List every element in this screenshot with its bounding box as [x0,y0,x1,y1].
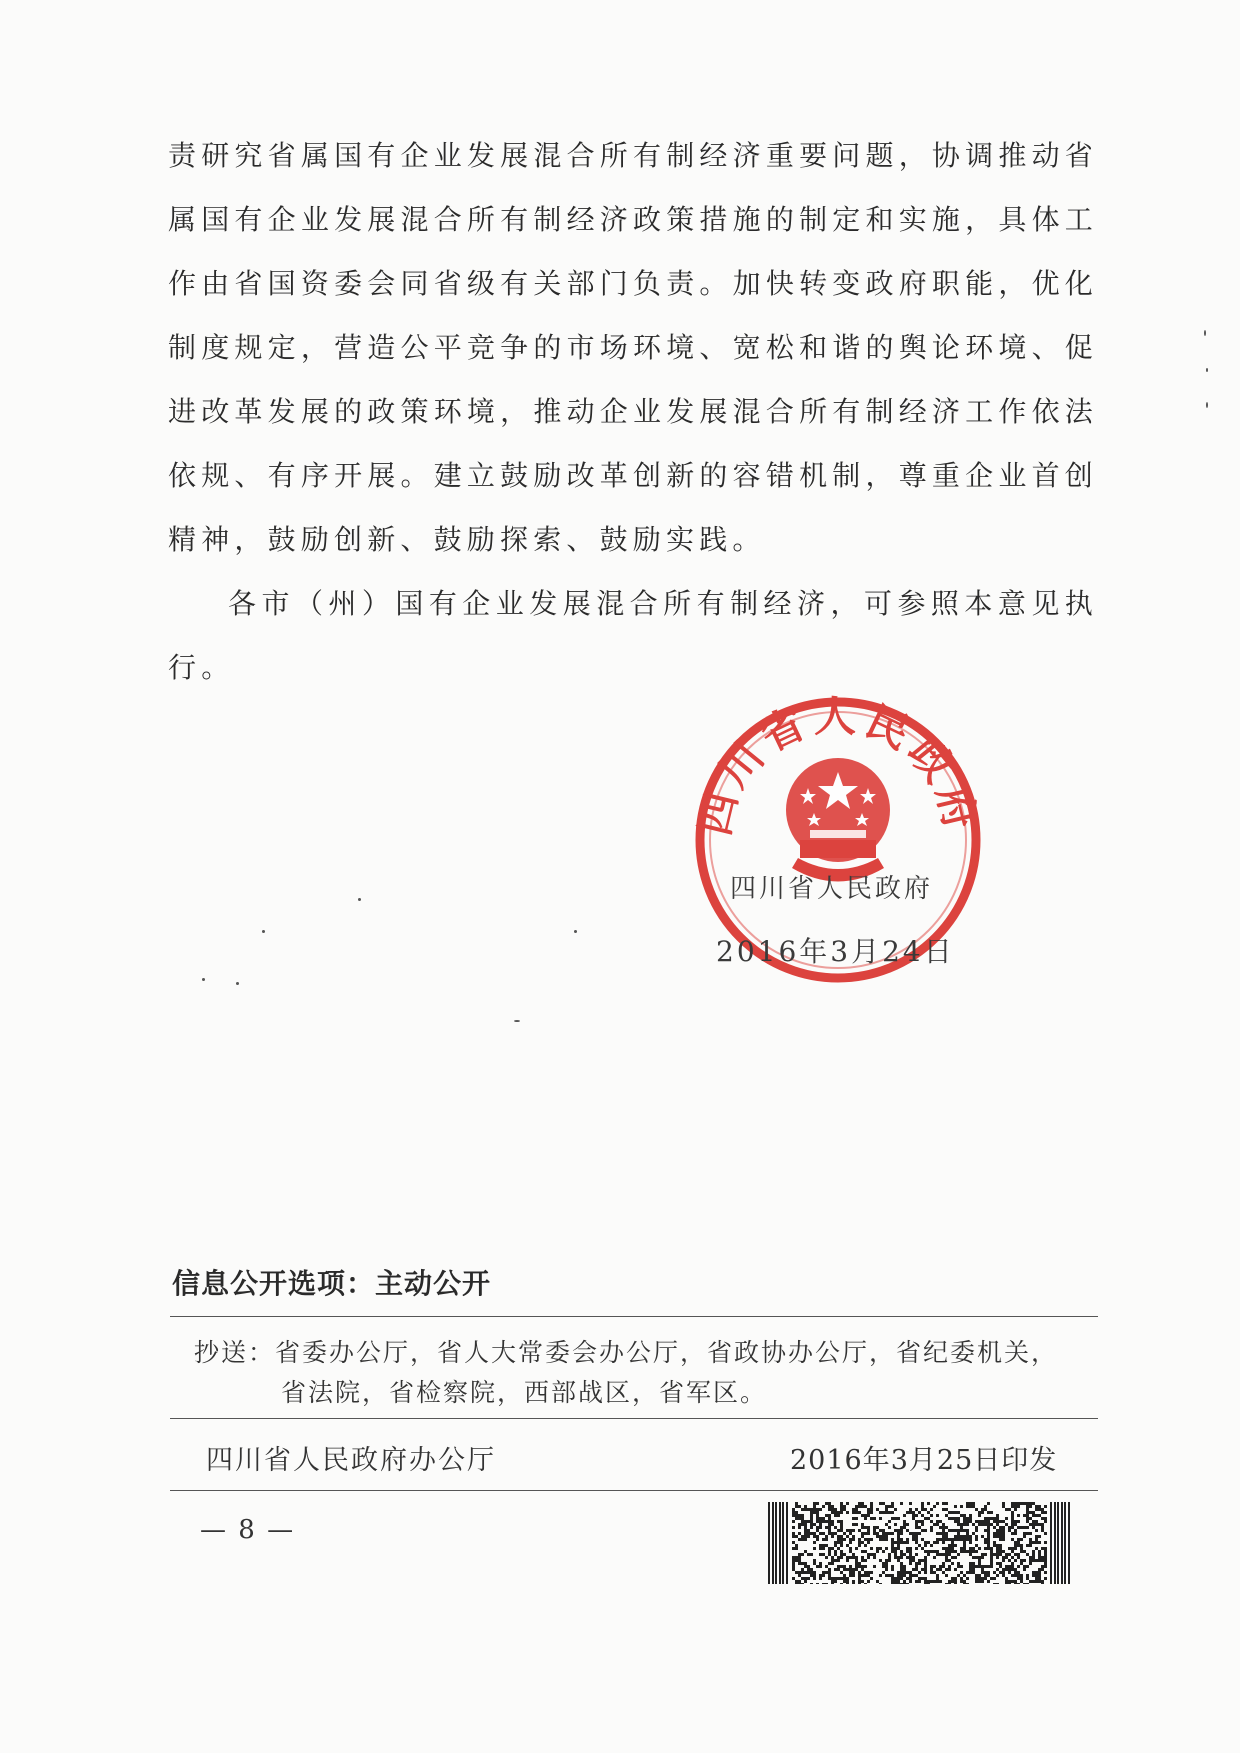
signer-name: 四川省人民政府 [730,874,934,904]
signing-date: 2016年3月24日 [716,935,955,968]
cc-label: 抄送： [194,1338,276,1367]
cc-block [194,1333,1094,1413]
barcode-icon [768,1502,1070,1584]
body-text [168,124,1098,700]
national-emblem-icon [786,758,890,882]
divider-top [170,1316,1098,1317]
cc-recipients-line2: 省法院，省检察院，西部战区，省军区。 [281,1378,768,1407]
seal-text: 四川省人民政府 [689,692,987,840]
cc-recipients-line1: 省委办公厅，省人大常委会办公厅，省政协办公厅，省纪委机关， [275,1338,1059,1367]
paragraph-2: 各市（州）国有企业发展混合所有制经济，可参照本意见执行。 [168,587,1098,684]
divider-middle [170,1418,1098,1419]
issuing-office: 四川省人民政府办公厅 [206,1445,496,1476]
divider-bottom [170,1490,1098,1491]
page-number: — 8 — [200,1515,296,1545]
disclosure-option: 信息公开选项：主动公开 [172,1267,492,1300]
print-date: 2016年3月25日印发 [790,1445,1058,1476]
paragraph-1: 责研究省属国有企业发展混合所有制经济重要问题，协调推动省属国有企业发展混合所有制经济政策措施的制定和实施，具体工作由省国资委会同省级有关部门负责。加快转变政府职能，优化制度规定，营造公平竞争的市场环境、宽松和谐的舆论环境、促进改革发展的政策环境，推动企业发展混合所有制经济工作依法依规、有序开展。建立鼓励改革创新的容错机制，尊重企业首创精神，鼓励创新、鼓励探索、鼓励实践。 [168,139,1098,556]
